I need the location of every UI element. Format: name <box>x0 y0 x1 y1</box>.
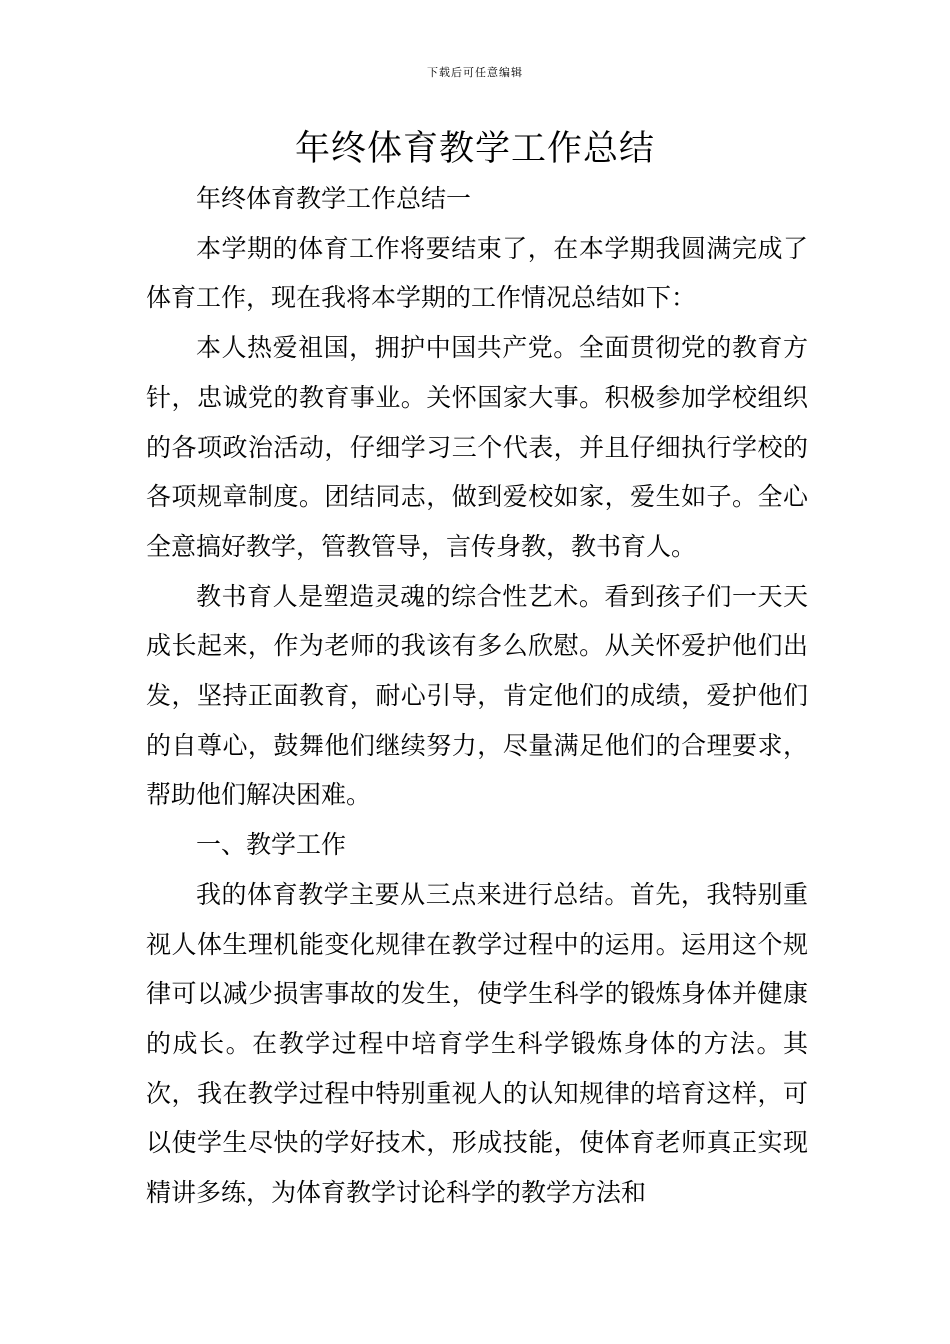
paragraph-teaching: 我的体育教学主要从三点来进行总结。首先，我特别重视人体生理机能变化规律在教学过程中的运用。运用这个规律可以减少损害事故的发生，使学生科学的锻炼身体并健康的成长。在教学过程中培育学生科学锻炼身体的方法。其次，我在教学过程中特别重视人的认知规律的培育这样，可以使学生尽快的学好技术，形成技能，使体育老师真正实现精讲多练，为体育教学讨论科学的教学方法和 <box>146 879 808 1208</box>
section-subtitle: 年终体育教学工作总结一 <box>196 184 472 213</box>
header-note: 下载后可任意编辑 <box>427 66 523 79</box>
section-heading-teaching: 一、教学工作 <box>196 830 347 860</box>
document-title: 年终体育教学工作总结 <box>294 129 655 169</box>
paragraph-intro: 本学期的体育工作将要结束了，在本学期我圆满完成了体育工作，现在我将本学期的工作情况总结如下： <box>146 233 808 313</box>
paragraph-political: 本人热爱祖国，拥护中国共产党。全面贯彻党的教育方针，忠诚党的教育事业。关怀国家大事。积极参加学校组织的各项政治活动，仔细学习三个代表，并且仔细执行学校的各项规章制度。团结同志，做到爱校如家，爱生如子。全心全意搞好教学，管教管导，言传身教，教书育人。 <box>146 333 808 561</box>
paragraph-education: 教书育人是塑造灵魂的综合性艺术。看到孩子们一天天成长起来，作为老师的我该有多么欣慰。从关怀爱护他们出发，坚持正面教育，耐心引导，肯定他们的成绩，爱护他们的自尊心，鼓舞他们继续努力，尽量满足他们的合理要求，帮助他们解决困难。 <box>146 581 808 810</box>
document-body <box>146 174 808 1218</box>
